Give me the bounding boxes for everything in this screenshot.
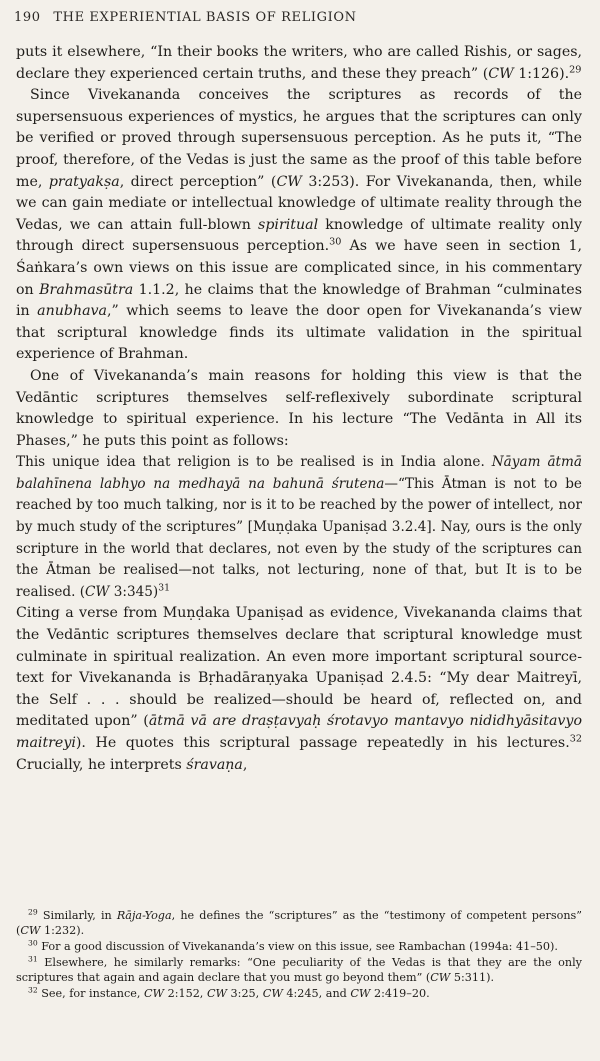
footnotes	[16, 908, 582, 1002]
paragraph-1: puts it elsewhere, “In their books the writers, who are called Rishis, or sages, declare they experienced certain truths, and these they preach” (CW 1:126).$^{29}$	[16, 44, 582, 82]
paragraph-2: Since Vivekananda conceives the scriptures as records of the supersensuous experiences of mystics, he argues that the scriptures can only be verified or proved through supersensuous perception. As he puts it, “The proof, therefore, of the Vedas is just the same as the proof of this table before me, pratyakṣa, direct perception” (CW 3:253). For Vivekananda, then, while we can gain mediate or intellectual knowledge of ultimate reality through the Vedas, we can attain full-blown spiritual knowledge of ultimate reality only through direct supersensuous perception.$^{30}$ As we have seen in section 1, Śaṅkara’s own views on this issue are complicated since, in his commentary on Brahmasūtra 1.1.2, he claims that the knowledge of Brahman “culminates in anubhava,” which seems to leave the door open for Vivekananda’s view that scriptural knowledge finds its ultimate validation in the spiritual experience of Brahman.	[16, 87, 583, 363]
footnote-31: $^{31}$ Elsewhere, he similarly remarks: “One peculiarity of the Vedas is that they are the only scriptures that again and again declare that you must go beyond them” (CW 5:311).	[16, 954, 582, 984]
footnote-ref-31[interactable]: 31	[158, 582, 170, 594]
page-number: 190	[14, 10, 41, 25]
running-title: THE EXPERIENTIAL BASIS OF RELIGION	[53, 10, 357, 25]
footnote-ref-30[interactable]: 30	[329, 236, 342, 248]
paragraph-4: Citing a verse from Muṇḍaka Upaniṣad as evidence, Vivekananda claims that the Vedāntic scriptures themselves declare that scriptural knowledge must culminate in spiritual realization. An even more important scriptural source-text for Vivekananda is Bṛhadāraṇyaka Upaniṣad 2.4.5: “My dear Maitreyī, the Self . . . should be realized—should be heard of, reflected on, and meditated upon” (ātmā vā are draṣṭavyaḥ śrotavyo mantavyo nididhyāsitavyo maitreyi). He quotes this scriptural passage repeatedly in his lectures.$^{32}$ Crucially, he interprets śravaṇa,	[16, 605, 582, 773]
block-quote: This unique idea that religion is to be realised is in India alone. Nāyam ātmā balahīnena labhyo na medhayā na bahunā śrutena—“This Ātman is not to be reached by too much talking, nor is it to be reached by the power of intellect, nor by much study of the scriptures” [Muṇḍaka Upaniṣad 3.2.4]. Nay, ours is the only scripture in the world that declares, not even by the study of the scriptures can the Ātman be realised—not talks, not lecturing, none of that, but It is to be realised. (CW 3:345)$^{31}$	[16, 454, 583, 600]
running-header	[14, 10, 584, 25]
main-text	[16, 42, 582, 776]
footnote-ref-32[interactable]: 32	[569, 733, 582, 745]
paragraph-3: One of Vivekananda’s main reasons for holding this view is that the Vedāntic scriptures themselves self-reflexively subordinate scriptural knowledge to spiritual experience. In his lecture “The Vedānta in All its Phases,” he puts this point as follows:	[16, 367, 582, 449]
footnote-32: $^{32}$ See, for instance, CW 2:152, CW 3:25, CW 4:245, and CW 2:419–20.	[28, 985, 430, 1000]
footnote-29: $^{29}$ Similarly, in Rāja-Yoga, he defines the “scriptures” as the “testimony of competent persons” (CW 1:232).	[16, 907, 583, 937]
footnote-ref-29[interactable]: 29	[569, 63, 582, 75]
footnote-30: $^{30}$ For a good discussion of Vivekananda’s view on this issue, see Rambachan (1994a: 41–50).	[28, 938, 558, 953]
